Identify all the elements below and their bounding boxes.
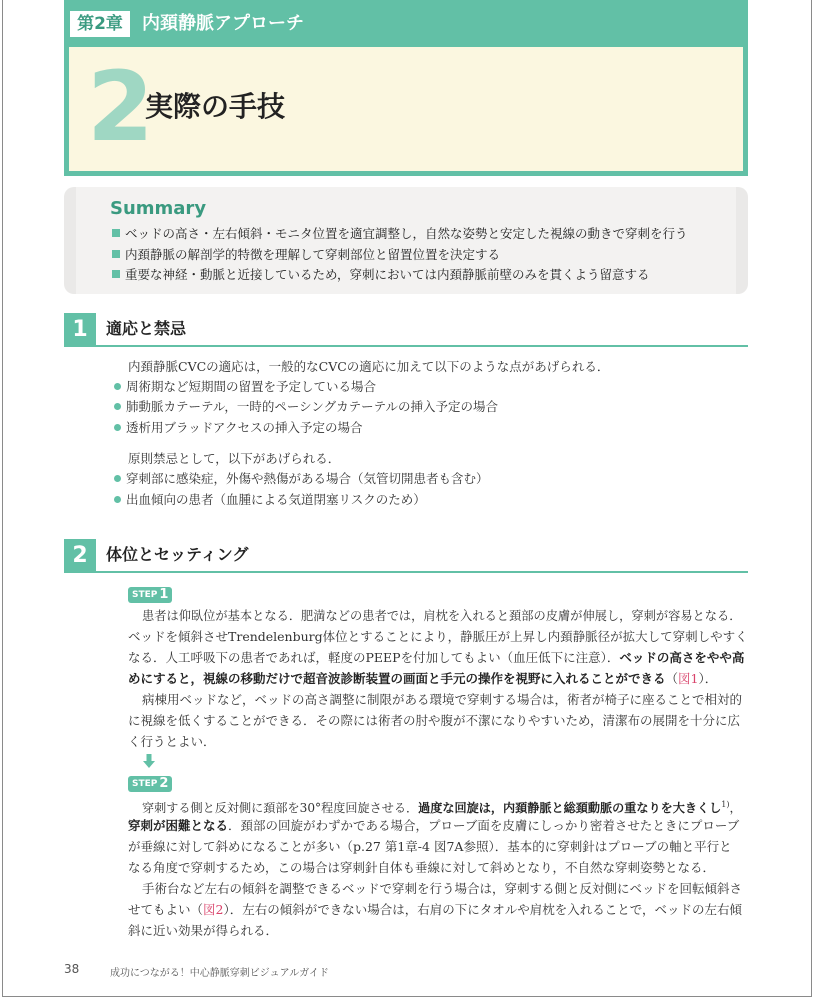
section-title: 体位とセッティング	[106, 545, 249, 564]
section-heading-2	[64, 539, 748, 575]
text-line: 患者は仰臥位が基本となる．肥満などの患者では，肩枕を入れると頚部の皮膚が伸展し，穿刺が容易となる．	[142, 609, 742, 623]
summary-list	[112, 224, 688, 286]
chapter-header	[64, 0, 748, 47]
section-number-badge: 2	[64, 539, 96, 573]
square-bullet-icon	[112, 250, 120, 258]
down-arrow-icon	[143, 754, 155, 768]
section-heading-1	[64, 313, 748, 349]
bullet-icon	[114, 424, 121, 431]
figure-ref-link[interactable]: 図2	[203, 902, 224, 917]
bullet-icon	[114, 383, 121, 390]
text-line: 穿刺する側と反対側に頚部を30°程度回旋させる．過度な回旋は，内頚静脈と総頚動脈の重なりを大きくし$^{1)}$，	[142, 800, 742, 816]
bullet-icon	[114, 403, 121, 410]
list-item: 穿刺部に感染症，外傷や熱傷がある場合（気管切開患者も含む）	[114, 469, 489, 490]
summary-item: 内頚静脈の解剖学的特徴を理解して穿刺部位と留置位置を決定する	[112, 245, 688, 266]
square-bullet-icon	[112, 270, 120, 278]
section-number: 2	[87, 51, 154, 163]
summary-item: 重要な神経・動脈と近接しているため，穿刺においては内頚静脈前壁のみを貫くよう留意する	[112, 265, 688, 286]
list-item: 周術期など短期間の留置を予定している場合	[114, 377, 376, 398]
section-title: 適応と禁忌	[106, 319, 187, 338]
summary-heading: Summary	[110, 198, 207, 219]
text-line: せてもよい（図2）．左右の傾斜ができない場合は，右肩の下にタオルや肩枕を入れることで，ベッドの左右傾	[128, 902, 742, 917]
section-number-badge: 1	[64, 313, 96, 347]
page-number: 38	[64, 962, 80, 976]
text-line: 斜に近い効果が得られる．	[128, 923, 279, 938]
text-line: 穿刺が困難となる．頚部の回旋がわずかである場合，プローブ面を皮膚にしっかり密着させたときにプローブ	[128, 818, 740, 833]
summary-item: ベッドの高さ・左右傾斜・モニタ位置を適宜調整し，自然な姿勢と安定した視線の動きで穿刺を行う	[112, 224, 688, 245]
summary-box	[64, 187, 748, 294]
chapter-label: 第2章	[70, 11, 130, 37]
section-title-box	[64, 47, 748, 176]
step-badge-2: STEP 2	[128, 776, 172, 792]
list-item: 透析用ブラッドアクセスの挿入予定の場合	[114, 418, 363, 439]
text-line: なる．人工呼吸下の患者であれば，軽度のPEEPを付加してもよい（血圧低下に注意）．ベッドの高さをやや高	[128, 650, 745, 665]
text-line: 手術台など左右の傾斜を調整できるベッドで穿刺を行う場合は，穿刺する側と反対側にベッドを回転傾斜さ	[142, 881, 743, 896]
paragraph: 内頚静脈CVCの適応は，一般的なCVCの適応に加えて以下のような点があげられる．	[128, 359, 610, 374]
paragraph: 原則禁忌として，以下があげられる．	[128, 451, 341, 466]
text-line: 病棟用ベッドなど，ベッドの高さ調整に制限がある環境で穿刺する場合は，術者が椅子に座ることで相対的	[142, 692, 743, 707]
step-badge-1: STEP 1	[128, 587, 172, 603]
book-title: 成功につながる！中心静脈穿刺ビジュアルガイド	[110, 968, 329, 979]
list-item: 肺動脈カテーテル，一時的ペーシングカテーテルの挿入予定の場合	[114, 397, 498, 418]
section-rule	[96, 571, 748, 573]
text-line: なる角度で穿刺するため，この場合は穿刺針自体も垂線に対して斜めとなり，不自然な穿刺姿勢となる．	[128, 860, 716, 875]
bullet-icon	[114, 496, 121, 503]
text-line: ベッドを傾斜させTrendelenburg体位とすることにより，静脈圧が上昇し内頚静脈径が拡大して穿刺しやすく	[128, 629, 748, 644]
text-line: が垂線に対して斜めになることが多い（p.27 第1章-4 図7A参照）．基本的に穿刺針はプローブの軸と平行と	[128, 839, 732, 854]
chapter-title: 内頚静脈アプローチ	[142, 13, 304, 34]
text-line: に視線を低くすることができる．その際には術者の肘や腹が不潔になりやすいため，清潔布の展開を十分に広	[128, 713, 741, 728]
square-bullet-icon	[112, 229, 120, 237]
list-item: 出血傾向の患者（血腫による気道閉塞リスクのため）	[114, 490, 426, 511]
figure-ref-link[interactable]: 図1	[678, 671, 699, 686]
bullet-icon	[114, 475, 121, 482]
text-line: めにすると，視線の移動だけで超音波診断装置の画面と手元の操作を視野に入れることができる（図1）．	[128, 671, 718, 686]
text-line: く行うとよい．	[128, 734, 216, 749]
section-rule	[96, 345, 748, 347]
page-title: 実際の手技	[145, 90, 286, 123]
